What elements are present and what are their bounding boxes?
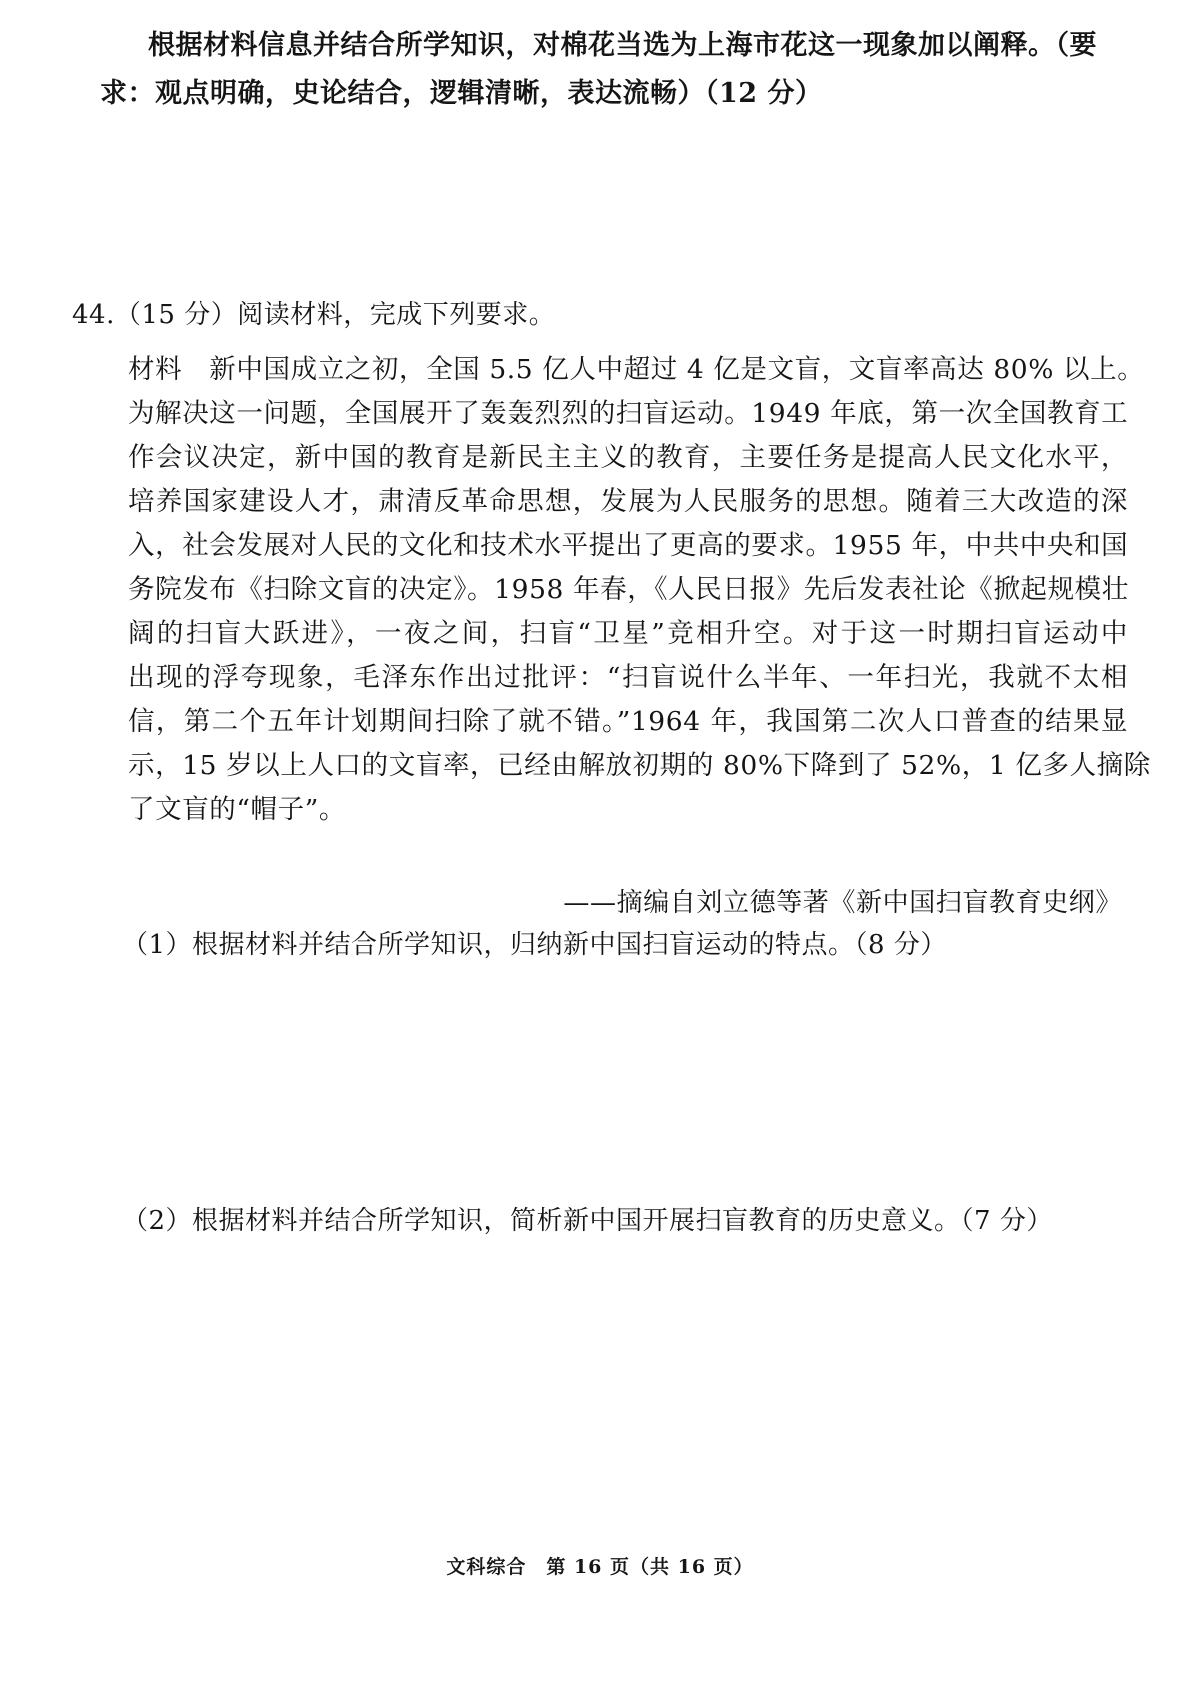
material-line: 了文盲的“帽子”。	[128, 794, 346, 825]
prev-question-prompt-line2: 求：观点明确，史论结合，逻辑清晰，表达流畅）（12 分）	[100, 78, 823, 109]
material-line: 作会议决定，新中国的教育是新民主主义的教育，主要任务是提高人民文化水平，	[128, 442, 1128, 473]
question-44-header: 44.（15 分）阅读材料，完成下列要求。	[72, 300, 556, 330]
material-line: 为解决这一问题，全国展开了轰轰烈烈的扫盲运动。1949 年底，第一次全国教育工	[128, 398, 1129, 429]
material-line: 务院发布《扫除文盲的决定》。1958 年春，《人民日报》先后发表社论《掀起规模壮	[128, 574, 1129, 605]
page-footer: 文科综合 第 16 页（共 16 页）	[446, 1556, 754, 1578]
material-passage	[128, 348, 1151, 832]
material-line: 示，15 岁以上人口的文盲率，已经由解放初期的 80%下降到了 52%，1 亿多人摘除	[128, 750, 1151, 781]
subquestion-2: （2）根据材料并结合所学知识，简析新中国开展扫盲教育的历史意义。（7 分）	[122, 1206, 1053, 1236]
material-line: 信，第二个五年计划期间扫除了就不错。”1964 年，我国第二次人口普查的结果显	[128, 706, 1128, 737]
material-line: 出现的浮夸现象，毛泽东作出过批评：“扫盲说什么半年、一年扫光，我就不太相	[128, 662, 1128, 693]
material-line: 培养国家建设人才，肃清反革命思想，发展为人民服务的思想。随着三大改造的深	[128, 486, 1128, 517]
material-line: 阔的扫盲大跃进》，一夜之间，扫盲“卫星”竞相升空。对于这一时期扫盲运动中	[128, 618, 1128, 649]
material-line: 材料 新中国成立之初，全国 5.5 亿人中超过 4 亿是文盲，文盲率高达 80% 以上。	[128, 354, 1145, 385]
prev-question-prompt-line1: 根据材料信息并结合所学知识，对棉花当选为上海市花这一现象加以阐释。（要	[148, 30, 1097, 61]
material-source: ——摘编自刘立德等著《新中国扫盲教育史纲》	[563, 888, 1122, 918]
material-line: 入，社会发展对人民的文化和技术水平提出了更高的要求。1955 年，中共中央和国	[128, 530, 1129, 561]
subquestion-1: （1）根据材料并结合所学知识，归纳新中国扫盲运动的特点。（8 分）	[122, 930, 947, 960]
